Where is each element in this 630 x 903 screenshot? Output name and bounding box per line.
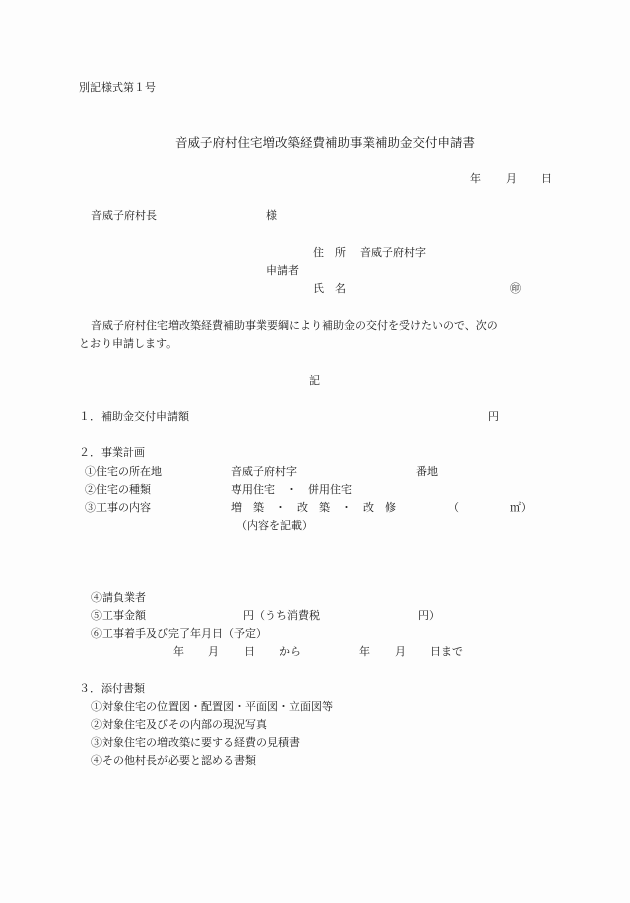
name-label: 氏 名 bbox=[313, 282, 346, 295]
period-from: から bbox=[279, 645, 301, 658]
attachment-1: ①対象住宅の位置図・配置図・平面図・立面図等 bbox=[91, 700, 333, 713]
body-line-2: とおり申請します。 bbox=[79, 337, 178, 350]
item5-unit-close: 円） bbox=[418, 609, 440, 622]
section2-label: ２．事業計画 bbox=[79, 446, 145, 459]
item5-unit: 円（うち消費税 bbox=[243, 609, 320, 622]
applicant-label: 申請者 bbox=[266, 264, 299, 277]
start-month: 月 bbox=[208, 645, 219, 658]
item1-label: ①住宅の所在地 bbox=[85, 465, 162, 478]
seal-mark: ㊞ bbox=[510, 282, 521, 295]
end-day: 日まで bbox=[430, 645, 463, 658]
item5-label: ⑤工事金額 bbox=[91, 609, 146, 622]
item4-label: ④請負業者 bbox=[91, 591, 146, 604]
section3-label: ３．添付書類 bbox=[79, 682, 145, 695]
addressee-honorific: 様 bbox=[266, 209, 277, 222]
section1-unit: 円 bbox=[488, 410, 499, 423]
form-number: 別記様式第１号 bbox=[79, 81, 156, 94]
item1-value: 音威子府村字 bbox=[231, 465, 297, 478]
document-title: 音威子府村住宅増改築経費補助事業補助金交付申請書 bbox=[175, 135, 476, 150]
address-value: 音威子府村字 bbox=[360, 246, 426, 259]
item3-value: 増 築 ・ 改 築 ・ 改 修 bbox=[231, 501, 396, 514]
item3-area-unit: ㎡） bbox=[510, 501, 532, 514]
attachment-4: ④その他村長が必要と認める書類 bbox=[91, 754, 256, 767]
date-day: 日 bbox=[541, 172, 552, 185]
item1-suffix: 番地 bbox=[416, 465, 438, 478]
ki-heading: 記 bbox=[309, 374, 320, 387]
item2-value: 専用住宅 ・ 併用住宅 bbox=[231, 483, 352, 496]
attachment-3: ③対象住宅の増改築に要する経費の見積書 bbox=[91, 736, 300, 749]
attachment-2: ②対象住宅及びその内部の現況写真 bbox=[91, 718, 267, 731]
start-year: 年 bbox=[173, 645, 184, 658]
section1-label: １．補助金交付申請額 bbox=[79, 410, 189, 423]
start-day: 日 bbox=[244, 645, 255, 658]
end-year: 年 bbox=[359, 645, 370, 658]
body-line-1: 音威子府村住宅増改築経費補助事業要綱により補助金の交付を受けたいので、次の bbox=[91, 319, 498, 332]
item3-label: ③工事の内容 bbox=[85, 501, 151, 514]
end-month: 月 bbox=[395, 645, 406, 658]
item2-label: ②住宅の種類 bbox=[85, 483, 151, 496]
item3-area-open: （ bbox=[448, 501, 459, 514]
address-label: 住 所 bbox=[313, 246, 346, 259]
date-month: 月 bbox=[506, 172, 517, 185]
item6-label: ⑥工事着手及び完了年月日（予定） bbox=[91, 627, 267, 640]
addressee-name: 音威子府村長 bbox=[91, 209, 157, 222]
item3-note: （内容を記載） bbox=[236, 519, 313, 532]
date-year: 年 bbox=[470, 172, 481, 185]
